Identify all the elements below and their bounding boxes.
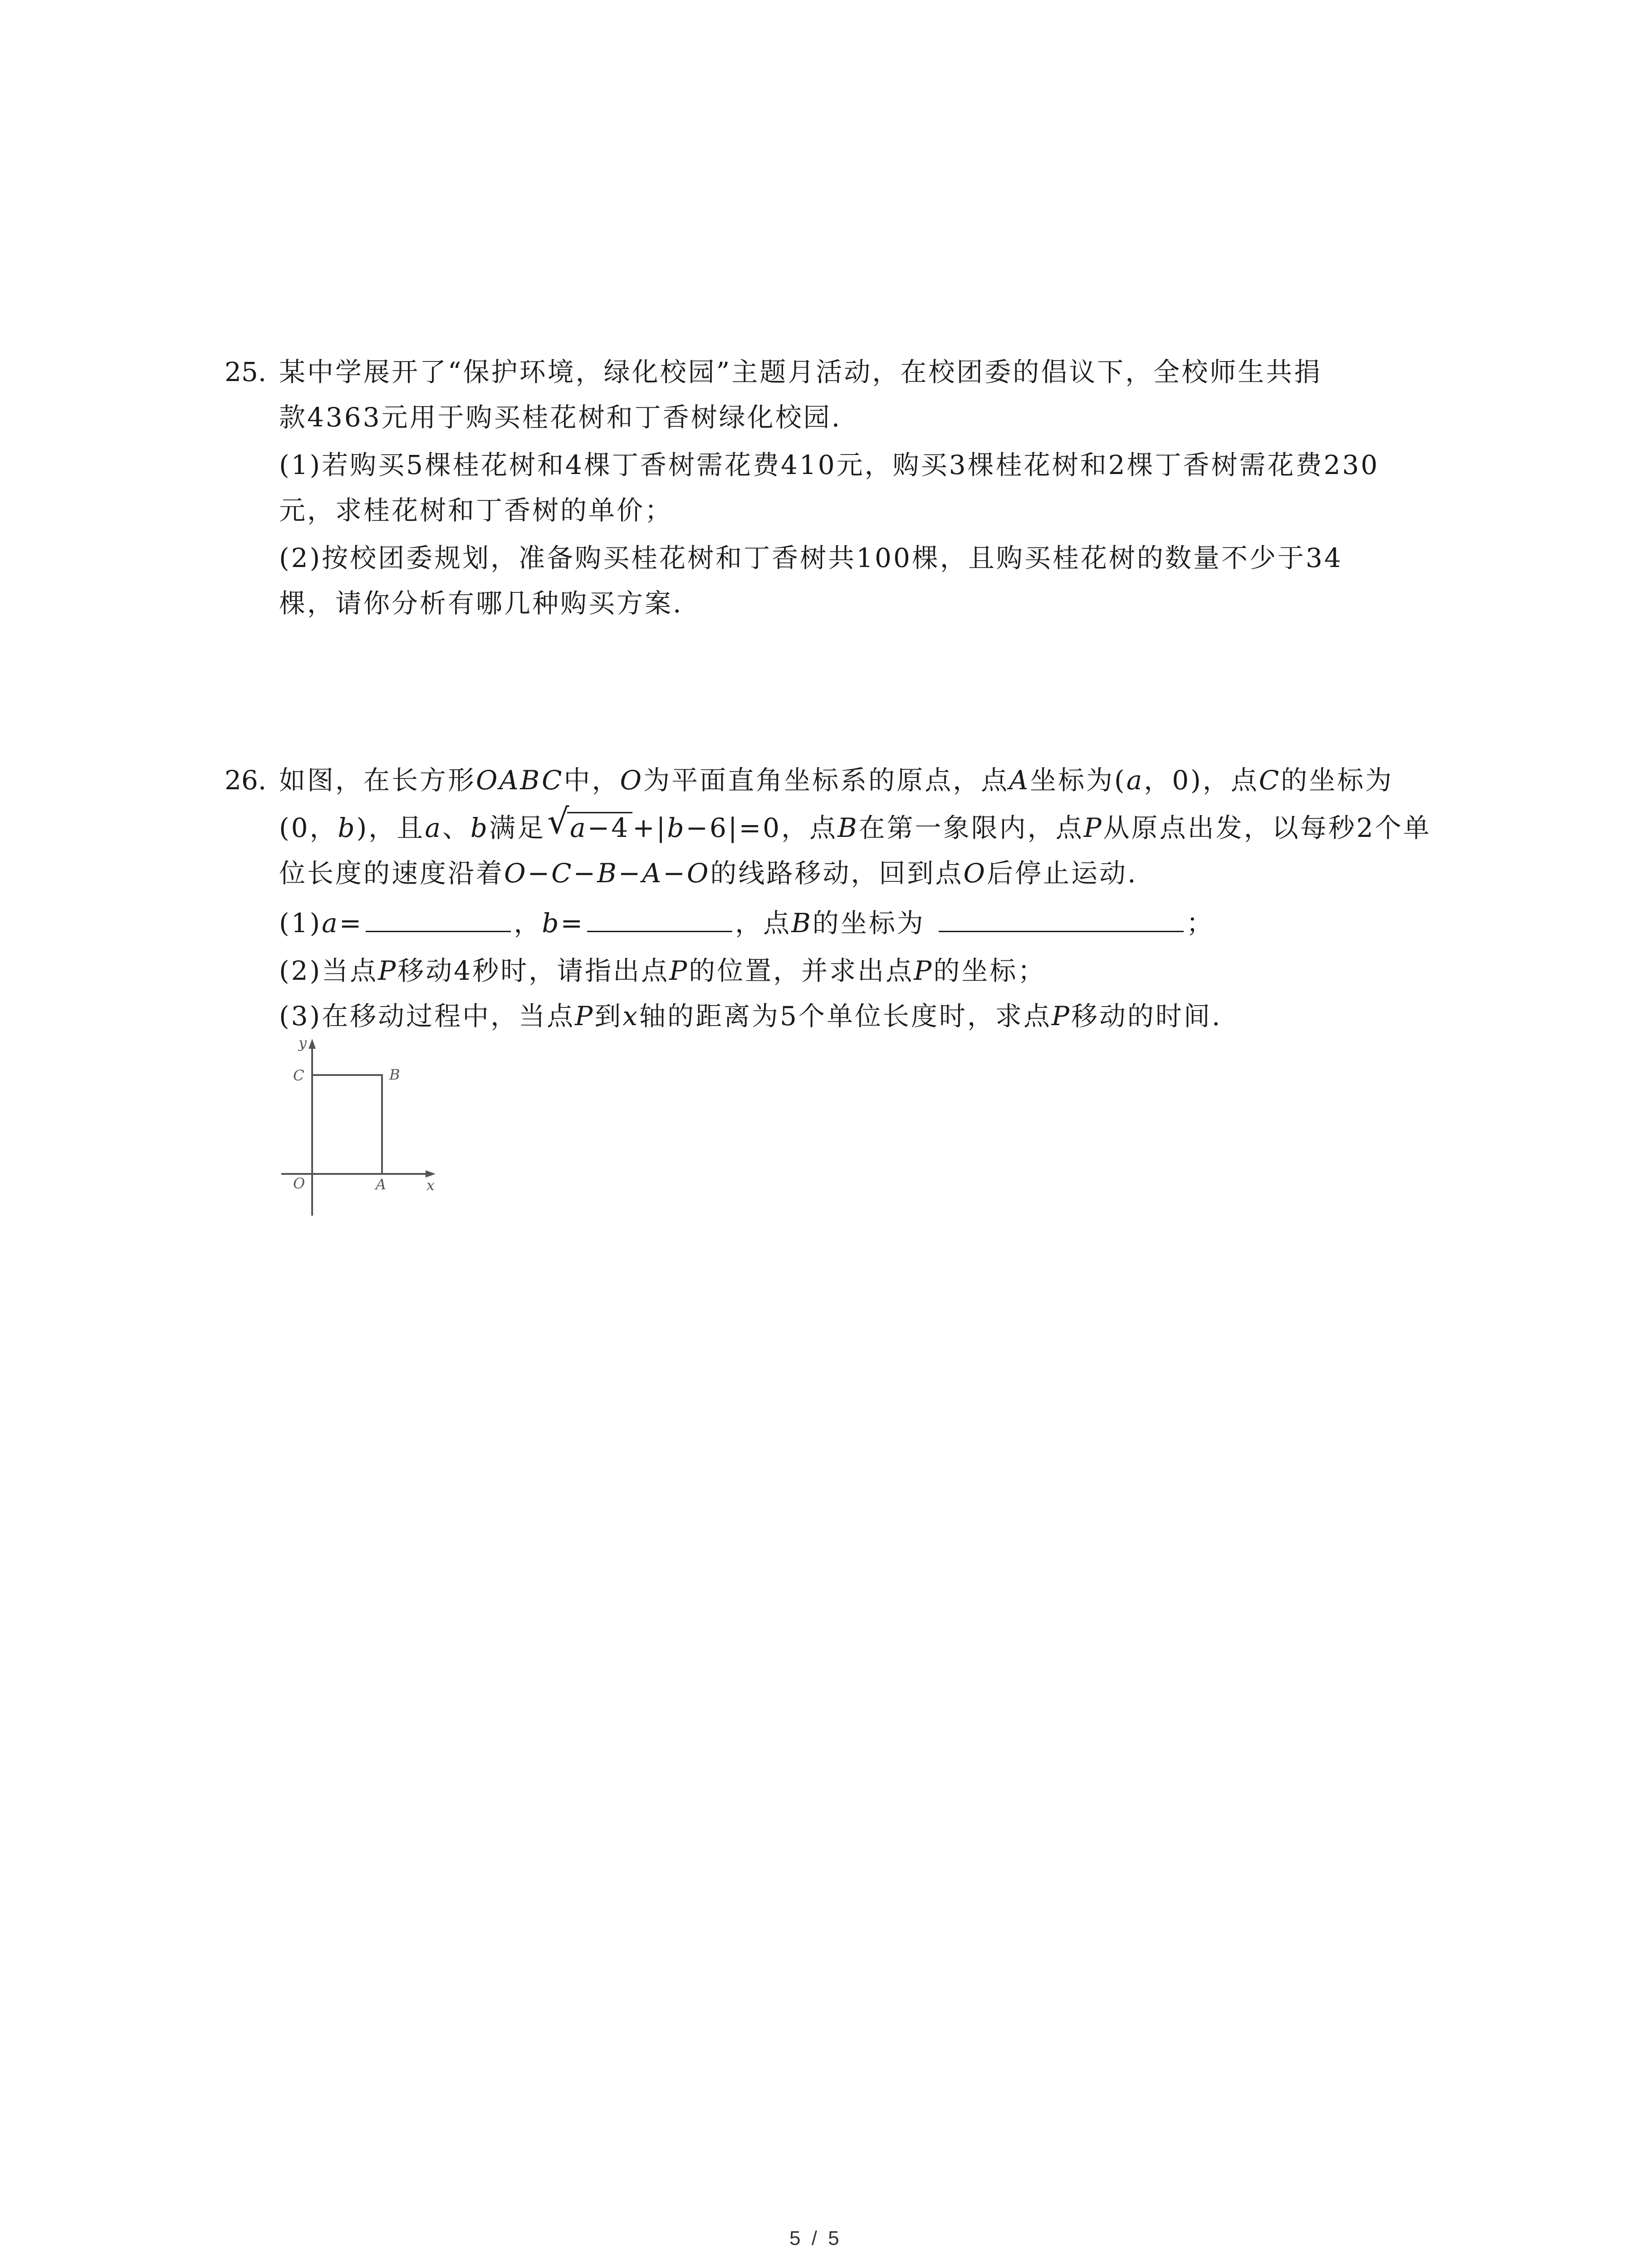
answer-blank-point-b[interactable] — [939, 905, 1184, 932]
q25-part2-line-1: (2)按校团委规划，准备购买桂花树和丁香树共100棵，且购买桂花树的数量不少于34 — [279, 543, 1343, 573]
label-c: C — [293, 1067, 304, 1084]
q26-number: 26. — [225, 765, 267, 796]
q25-number: 25. — [225, 357, 267, 387]
q25-part1-line-2: 元，求桂花树和丁香树的单价； — [279, 495, 673, 526]
q26-part3: (3)在移动过程中，当点P到x轴的距离为5个单位长度时，求点P移动的时间. — [279, 1001, 1222, 1031]
q26-stem-line-1: 如图，在长方形OABC中，O为平面直角坐标系的原点，点A坐标为(a，0)，点C的坐标为 — [279, 765, 1394, 796]
coordinate-figure — [272, 1034, 463, 1225]
q26-part1: (1)a= ，b= ，点B的坐标为 ； — [279, 905, 1215, 941]
q25-part1-line-1: (1)若购买5棵桂花树和4棵丁香树需花费410元，购买3棵桂花树和2棵丁香树需花费230 — [279, 450, 1380, 480]
label-x: x — [426, 1177, 435, 1194]
y-axis-arrow — [309, 1039, 316, 1049]
q25-stem-line-1: 某中学展开了“保护环境，绿化校园”主题月活动，在校团委的倡议下，全校师生共捐 — [279, 357, 1323, 387]
q26-part2: (2)当点P移动4秒时，请指出点P的位置，并求出点P的坐标； — [279, 955, 1046, 986]
q26-stem-line-3: 位长度的速度沿着O−C−B−A−O的线路移动，回到点O后停止运动. — [279, 858, 1138, 889]
label-b: B — [389, 1066, 400, 1083]
q26-stem-line-2: (0，b)，且a、b满足 √ a−4 +|b−6|=0，点B在第一象限内，点P从原点出发，以每秒2个单 — [279, 810, 1431, 846]
page-number: 5 / 5 — [789, 2227, 842, 2249]
answer-blank-a[interactable] — [366, 905, 511, 932]
sqrt-expression: √ a−4 — [547, 810, 632, 846]
label-y: y — [299, 1034, 307, 1051]
q25-stem-line-2: 款4363元用于购买桂花树和丁香树绿化校园. — [279, 402, 842, 433]
q25-part2-line-2: 棵，请你分析有哪几种购买方案. — [279, 588, 683, 619]
label-o: O — [293, 1175, 305, 1192]
rectangle-oabc — [312, 1075, 382, 1174]
label-a: A — [376, 1176, 387, 1193]
answer-blank-b[interactable] — [587, 905, 732, 932]
